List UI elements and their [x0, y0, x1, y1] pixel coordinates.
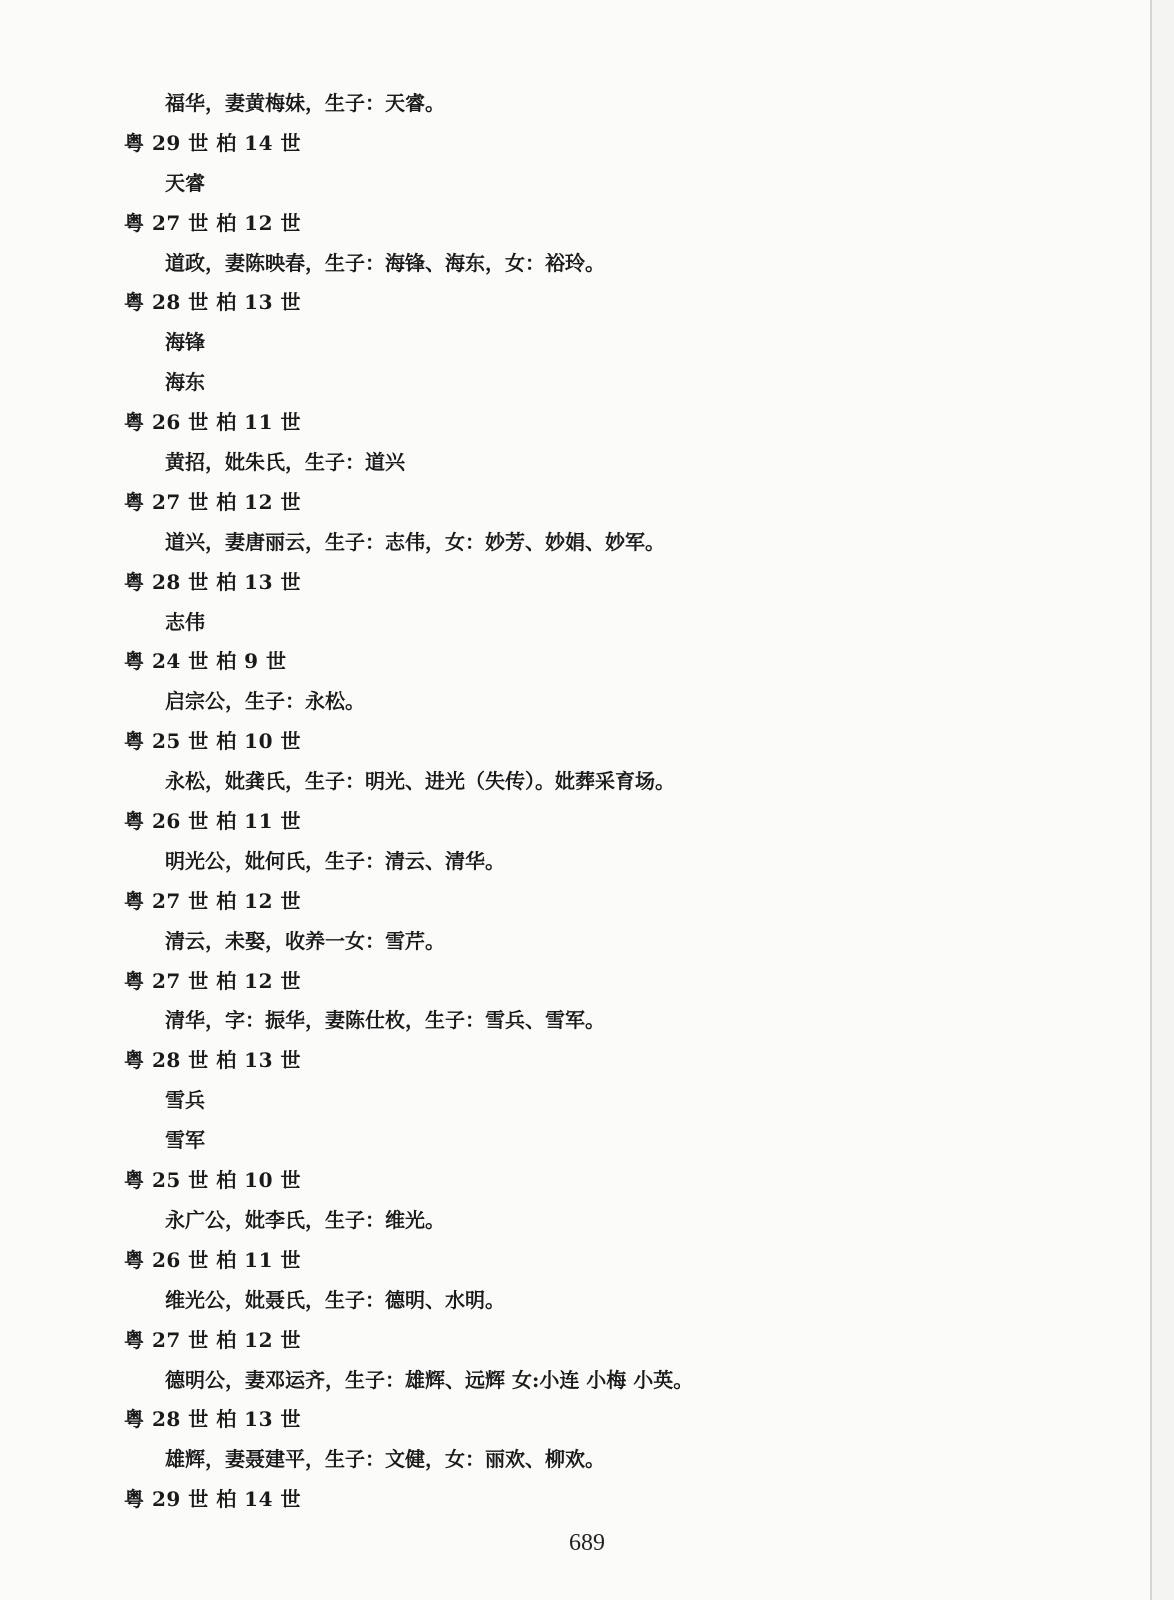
generation-heading: 粤 27 世 柏 12 世 [124, 210, 301, 235]
person-entry: 永广公，妣李氏，生子：维光。 [165, 1207, 445, 1232]
generation-heading: 粤 26 世 柏 11 世 [124, 1247, 301, 1272]
genealogy-text-body [124, 84, 1084, 1520]
person-entry: 德明公，妻邓运齐，生子：雄辉、远辉 女:小连 小梅 小英。 [165, 1367, 694, 1392]
generation-heading: 粤 26 世 柏 11 世 [124, 809, 301, 834]
person-entry: 福华，妻黄梅妹，生子：天睿。 [165, 91, 445, 115]
generation-heading: 粤 29 世 柏 14 世 [124, 1487, 301, 1512]
person-entry: 启宗公，生子：永松。 [165, 689, 365, 714]
person-entry: 雪兵 [165, 1088, 205, 1113]
generation-heading: 粤 28 世 柏 13 世 [124, 1048, 301, 1073]
person-entry: 明光公，妣何氏，生子：清云、清华。 [165, 848, 505, 873]
person-entry: 清华，字：振华，妻陈仕枚，生子：雪兵、雪军。 [165, 1008, 605, 1033]
page-margin [1152, 0, 1174, 1600]
generation-heading: 粤 25 世 柏 10 世 [124, 1168, 301, 1193]
person-entry: 清云，未娶，收养一女：雪芹。 [165, 928, 445, 953]
person-entry: 黄招，妣朱氏，生子：道兴 [165, 450, 405, 475]
generation-heading: 粤 28 世 柏 13 世 [124, 1407, 301, 1432]
page-number: 689 [569, 1530, 605, 1556]
generation-heading: 粤 27 世 柏 12 世 [124, 888, 301, 913]
generation-heading: 粤 28 世 柏 13 世 [124, 290, 301, 315]
person-entry: 维光公，妣聂氏，生子：德明、水明。 [165, 1287, 505, 1312]
generation-heading: 粤 27 世 柏 12 世 [124, 968, 301, 993]
generation-heading: 粤 29 世 柏 14 世 [124, 130, 301, 155]
generation-heading: 粤 27 世 柏 12 世 [124, 489, 301, 514]
generation-heading: 粤 25 世 柏 10 世 [124, 729, 301, 754]
generation-heading: 粤 24 世 柏 9 世 [124, 649, 287, 674]
page-edge-line [1150, 0, 1152, 1600]
generation-heading: 粤 28 世 柏 13 世 [124, 569, 301, 594]
person-entry: 天睿 [165, 170, 205, 195]
person-entry: 雄辉，妻聂建平，生子：文健，女：丽欢、柳欢。 [165, 1447, 605, 1472]
person-entry: 道政，妻陈映春，生子：海锋、海东，女：裕玲。 [165, 250, 605, 275]
person-entry: 海锋 [165, 330, 205, 355]
person-entry: 永松，妣龚氏，生子：明光、进光（失传）。妣葬采育场。 [165, 769, 675, 794]
generation-heading: 粤 27 世 柏 12 世 [124, 1327, 301, 1352]
person-entry: 海东 [165, 370, 205, 395]
person-entry: 雪军 [165, 1128, 205, 1153]
person-entry: 志伟 [165, 609, 205, 634]
person-entry: 道兴，妻唐丽云，生子：志伟，女：妙芳、妙娟、妙军。 [165, 529, 665, 554]
generation-heading: 粤 26 世 柏 11 世 [124, 410, 301, 435]
